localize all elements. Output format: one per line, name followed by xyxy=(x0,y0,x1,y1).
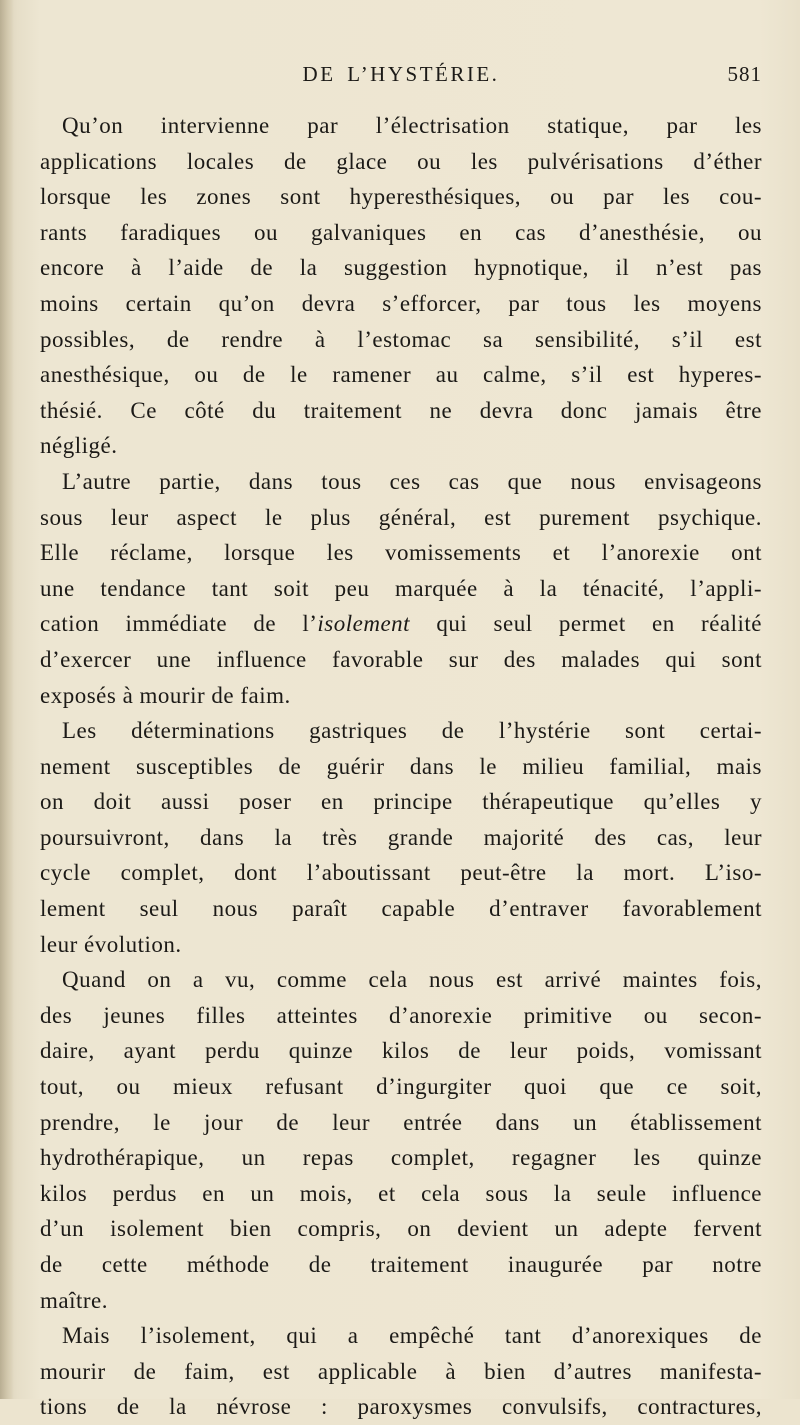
text-line: daire, ayant perdu quinze kilos de leur poids, vomissant xyxy=(40,1038,762,1064)
text-line: kilos perdus en un mois, et cela sous la seule influence xyxy=(40,1180,762,1206)
text-line: une tendance tant soit peu marquée à la ténacité, l’appli- xyxy=(40,575,762,601)
text-line: possibles, de rendre à l’estomac sa sensibilité, s’il est xyxy=(40,326,762,352)
text-line: tions de la névrose : paroxysmes convulsifs, contractures, xyxy=(40,1394,762,1420)
text-line: L’autre partie, dans tous ces cas que nous envisageons xyxy=(62,468,762,494)
text-line: d’exercer une influence favorable sur des malades qui sont xyxy=(40,646,762,672)
text-line: poursuivront, dans la très grande majorité des cas, leur xyxy=(40,824,762,850)
text-line: Qu’on intervienne par l’électrisation statique, par les xyxy=(62,113,762,138)
text-line: d’un isolement bien compris, on devient un adepte fervent xyxy=(40,1216,762,1242)
text-line: prendre, le jour de leur entrée dans un établissement xyxy=(40,1109,762,1135)
text-line: Quand on a vu, comme cela nous est arrivé maintes fois, xyxy=(62,967,762,993)
page-binding-shadow xyxy=(0,0,14,1399)
text-line: anesthésique, ou de le ramener au calme, s’il est hyperes- xyxy=(40,362,762,388)
text-line: lorsque les zones sont hyperesthésiques, ou par les cou- xyxy=(40,184,762,210)
text-line: rants faradiques ou galvaniques en cas d’anesthésie, ou xyxy=(40,219,762,245)
text-line: lement seul nous paraît capable d’entraver favorablement xyxy=(40,896,762,922)
text-line: exposés à mourir de faim. xyxy=(40,682,291,708)
text-line: applications locales de glace ou les pulvérisations d’éther xyxy=(40,148,762,174)
text-line: Mais l’isolement, qui a empêché tant d’anorexiques de xyxy=(62,1323,762,1349)
text-line: sous leur aspect le plus général, est purement psychique. xyxy=(40,504,762,530)
running-title: DE L’HYSTÉRIE. xyxy=(302,62,500,86)
text-line: mourir de faim, est applicable à bien d’autres manifesta- xyxy=(40,1358,762,1384)
text-line: on doit aussi poser en principe thérapeutique qu’elles y xyxy=(40,789,762,815)
text-segment: cation immédiate de l’ xyxy=(40,611,318,637)
text-line: leur évolution. xyxy=(40,931,182,957)
text-line: cycle complet, dont l’aboutissant peut-être la mort. L’iso- xyxy=(40,860,762,886)
text-line: Elle réclame, lorsque les vomissements et l’anorexie ont xyxy=(40,540,762,566)
page-number: 581 xyxy=(727,62,762,86)
text-line: négligé. xyxy=(40,433,118,459)
text-line: de cette méthode de traitement inaugurée par notre xyxy=(40,1252,762,1277)
body-text xyxy=(40,108,762,1425)
text-line: des jeunes filles atteintes d’anorexie primitive ou secon- xyxy=(40,1002,762,1028)
text-line: hydrothérapique, un repas complet, regagner les quinze xyxy=(40,1145,762,1171)
running-header xyxy=(40,62,762,96)
text-line: nement susceptibles de guérir dans le milieu familial, mais xyxy=(40,753,762,779)
text-line: thésié. Ce côté du traitement ne devra donc jamais être xyxy=(40,397,762,423)
text-line xyxy=(40,606,762,642)
italic-term: isolement xyxy=(317,611,411,637)
text-line: maître. xyxy=(40,1287,108,1313)
text-line: tout, ou mieux refusant d’ingurgiter quoi que ce soit, xyxy=(40,1074,762,1100)
text-line: moins certain qu’on devra s’efforcer, par tous les moyens xyxy=(40,290,762,316)
text-segment: qui seul permet en réalité xyxy=(410,611,763,637)
text-line: Les déterminations gastriques de l’hystérie sont certai- xyxy=(62,718,762,744)
text-line: encore à l’aide de la suggestion hypnotique, il n’est pas xyxy=(40,255,762,281)
